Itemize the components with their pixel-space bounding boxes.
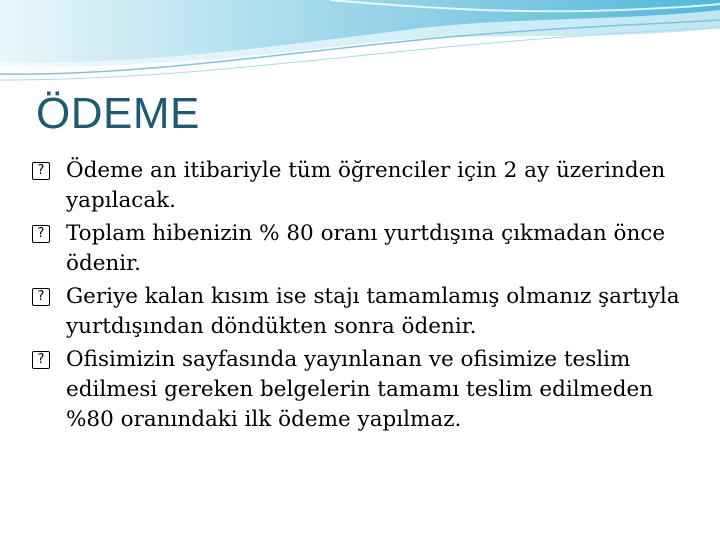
bullet-text: Ödeme an itibariyle tüm öğrenciler için 2 ay üzerinden yapılacak. bbox=[66, 158, 666, 213]
bullet-list bbox=[32, 156, 692, 438]
bullet-item bbox=[32, 219, 692, 279]
bullet-item bbox=[32, 345, 692, 435]
missing-glyph-icon: ? bbox=[32, 351, 50, 369]
missing-glyph-icon: ? bbox=[32, 288, 50, 306]
bullet-text: Geriye kalan kısım ise stajı tamamlamış olmanız şartıyla yurtdışından döndükten sonra ödenir. bbox=[66, 284, 680, 339]
bullet-text: Ofisimizin sayfasında yayınlanan ve ofisimize teslim edilmesi gereken belgelerin tamamı teslim edilmeden %80 oranındaki ilk ödeme yapılmaz. bbox=[66, 347, 654, 432]
missing-glyph-icon: ? bbox=[32, 225, 50, 243]
bullet-text: Toplam hibenizin % 80 oranı yurtdışına çıkmadan önce ödenir. bbox=[66, 221, 666, 276]
missing-glyph-icon: ? bbox=[32, 162, 50, 180]
bullet-item bbox=[32, 156, 692, 216]
slide-title: ÖDEME bbox=[36, 89, 200, 138]
bullet-item bbox=[32, 282, 692, 342]
